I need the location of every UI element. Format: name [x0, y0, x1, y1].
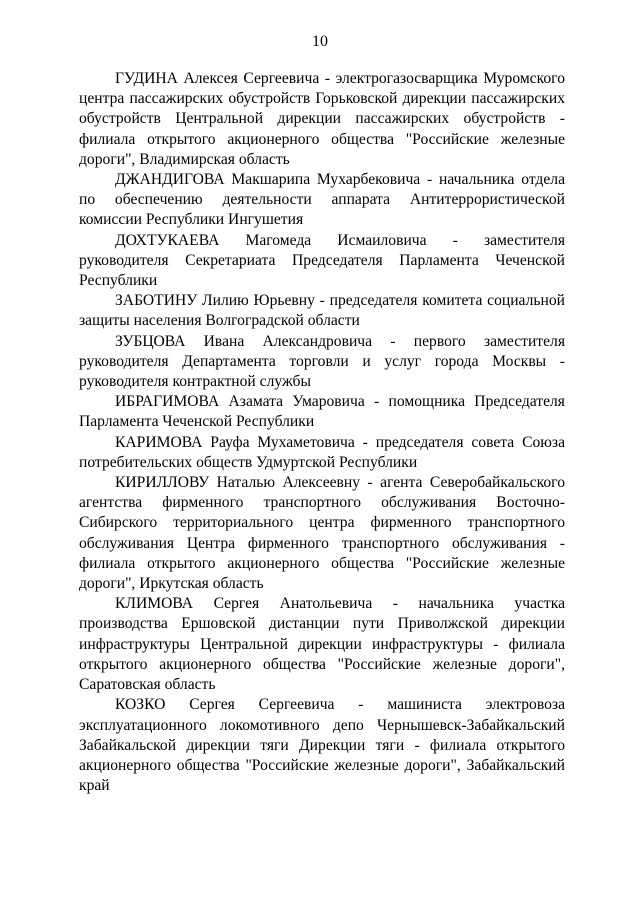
list-item: ДЖАНДИГОВА Макшарипа Мухарбековича - начальника отдела по обеспечению деятельности аппарата Антитеррористической комиссии Республики Ингушетия	[79, 171, 565, 229]
page-number: 10	[312, 33, 328, 50]
list-item: ИБРАГИМОВА Азамата Умаровича - помощника Председателя Парламента Чеченской Республики	[79, 393, 565, 431]
list-item: КОЗКО Сергея Сергеевича - машиниста электровоза эксплуатационного локомотивного депо Чернышевск-Забайкальский Забайкальской дирекции тяги Дирекции тяги - филиала открытого акционерного общества "Российские железные дороги", Забайкальский край	[79, 696, 565, 795]
award-list	[79, 69, 565, 796]
list-item: ЗУБЦОВА Ивана Александровича - первого заместителя руководителя Департамента торговли и услуг города Москвы - руководителя контрактной службы	[79, 332, 565, 391]
list-item: КЛИМОВА Сергея Анатольевича - начальника участка производства Ершовской дистанции пути Приволжской дирекции инфраструктуры Центральной дирекции инфраструктуры - филиала открытого акционерного общества "Российские железные дороги", Саратовская область	[79, 595, 565, 694]
list-item: ДОХТУКАЕВА Магомеда Исмаиловича - заместителя руководителя Секретариата Председателя Парламента Чеченской Республики	[79, 231, 565, 290]
list-item: ГУДИНА Алексея Сергеевича - электрогазосварщика Муромского центра пассажирских обустройств Горьковской дирекции пассажирских обустройств Центральной дирекции пассажирских обустройств - филиала открытого акционерного общества "Российские железные дороги", Владимирская область	[79, 70, 565, 168]
list-item: КИРИЛЛОВУ Наталью Алексеевну - агента Северобайкальского агентства фирменного транспортного обслуживания Восточно-Сибирского территориального центра фирменного транспортного обслуживания Центра фирменного транспортного обслуживания - филиала открытого акционерного общества "Российские железные дороги", Иркутская область	[79, 474, 565, 593]
list-item: ЗАБОТИНУ Лилию Юрьевну - председателя комитета социальной защиты населения Волгоградской области	[79, 292, 565, 330]
list-item: КАРИМОВА Рауфа Мухаметовича - председателя совета Союза потребительских обществ Удмуртской Республики	[79, 433, 565, 471]
